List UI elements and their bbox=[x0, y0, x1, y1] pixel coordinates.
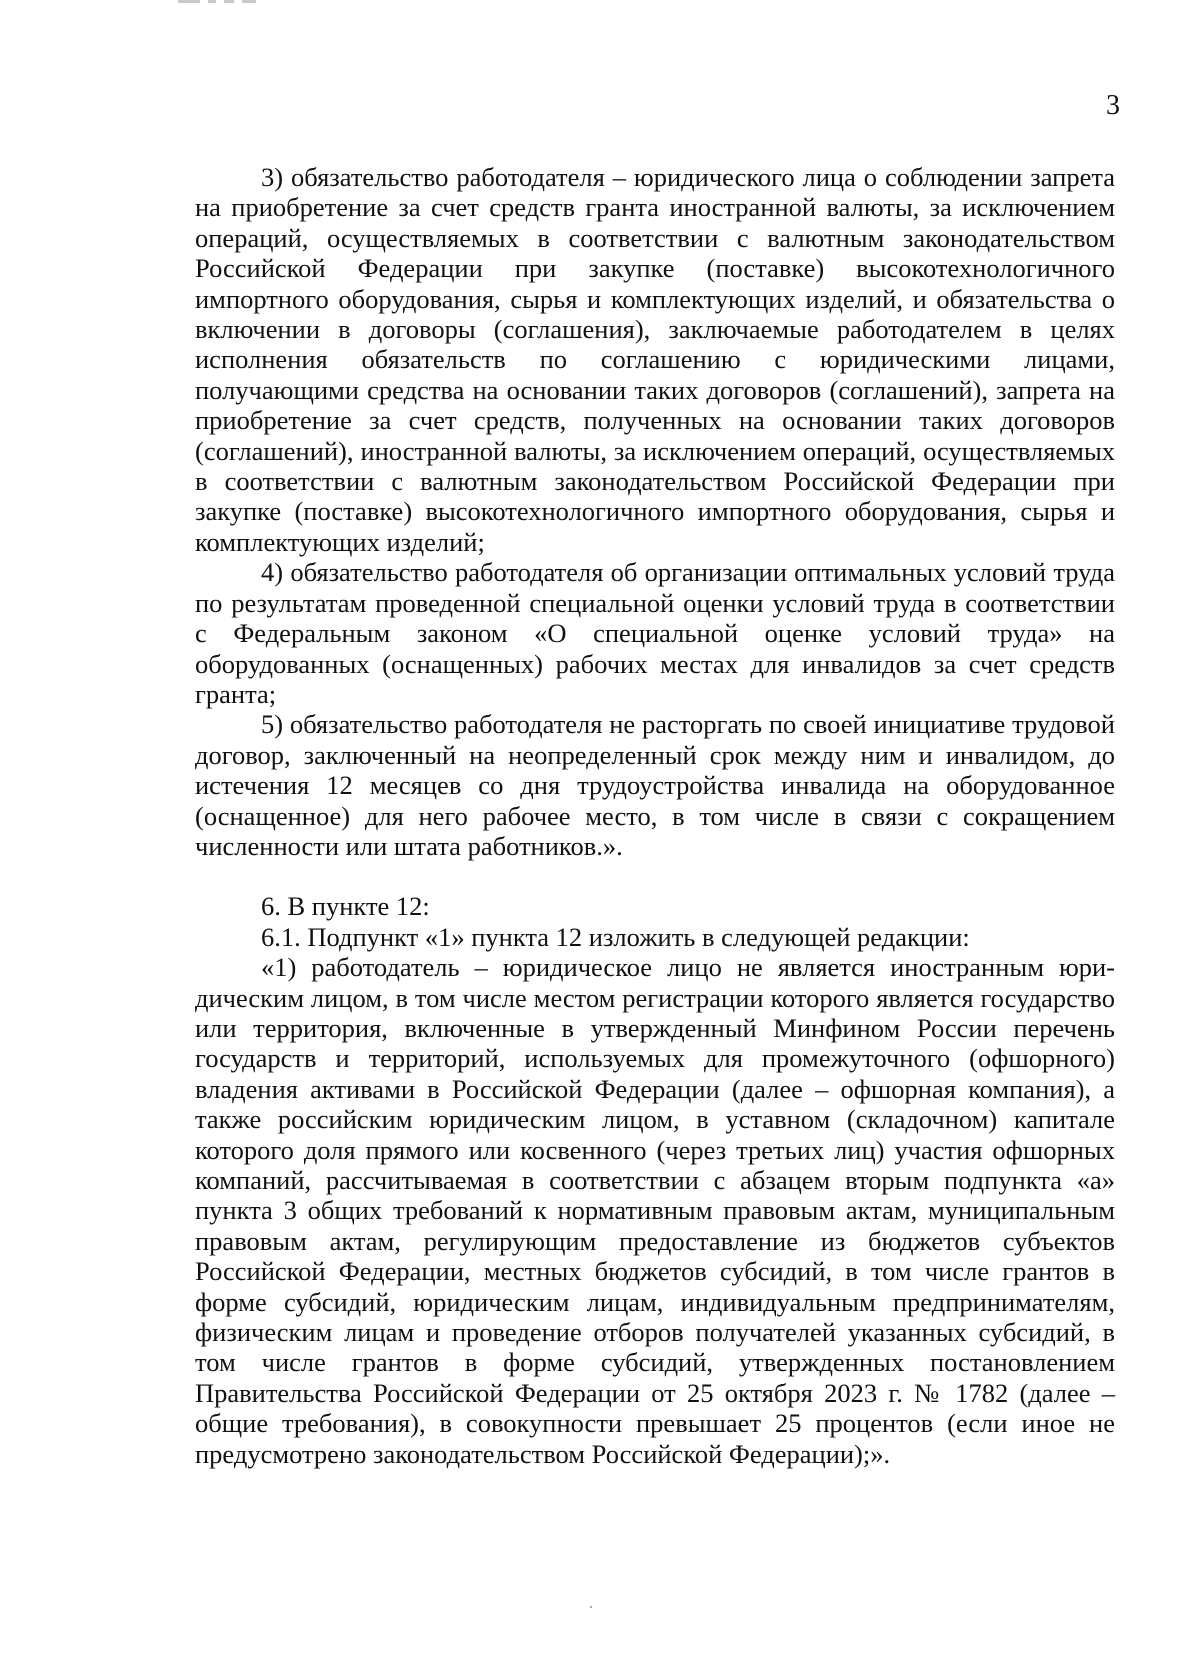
paragraph-section-6-1: 6.1. Подпункт «1» пункта 12 изложить в следующей редакции: bbox=[261, 921, 970, 952]
paragraph-item-4: 4) обязательство работодателя об организации оптимальных условий труда по результатам проведенной специальной оценки условий труда в соответствии с Федеральным законом «О специальной оценке условий труда» на оборудованных (оснащенных) рабочих местах для инвалидов за счет средств гранта; bbox=[195, 557, 1115, 709]
page-number: 3 bbox=[1106, 90, 1120, 121]
paragraph-section-6: 6. В пункте 12: bbox=[261, 891, 430, 922]
document-body bbox=[195, 162, 1115, 1469]
paragraph-item-5: 5) обязательство работодателя не расторгать по своей инициативе трудовой договор, заключенный на неопределенный срок между ним и инвалидом, до истечения 12 месяцев со дня трудоустройства инвалида на оборудованное (оснащенное) для него рабочее место, в том числе в связи с сокращением численности или штата работников.». bbox=[195, 709, 1115, 861]
scan-artifact-dot bbox=[590, 1606, 592, 1608]
scan-artifact bbox=[178, 0, 278, 4]
paragraph-subitem-1: «1) работодатель – юридическое лицо не является иностранным юридическим лицом, в том числе местом регистрации которого является государство или территория, включенные в утвержденный Минфином России перечень государств и территорий, используемых для промежуточного (офшорного) владения активами в Российской Федерации (далее – офшорная компания), а также российским юридическим лицом, в уставном (складочном) капитале которого доля прямого или косвенного (через третьих лиц) участия офшорных компаний, рассчитываемая в соответствии с абзацем вторым подпункта «а» пункта 3 общих требований к нормативным правовым актам, муниципальным правовым актам, регулирующим предоставление из бюджетов субъектов Российской Федерации, местных бюджетов субсидий, в том числе грантов в форме субсидий, юридическим лицам, индивидуальным предпринимателям, физическим лицам и проведение отборов получателей указанных субсидий, в том числе грантов в форме субсидий, утвержденных постановлением Правительства Российской Федерации от 25 октября 2023 г. № 1782 (далее – общие требования), в совокупности превышает 25 процентов (если иное не предусмотрено законодательством Российской Федерации);». bbox=[195, 952, 1115, 1469]
paragraph-item-3: 3) обязательство работодателя – юридического лица о соблюдении запрета на приобретение за счет средств гранта иностранной валюты, за исключением операций, осуществляемых в соответствии с валютным законодательством Российской Федерации при закупке (поставке) высокотехнологичного импортного оборудования, сырья и комплектующих изделий, и обязательства о включении в договоры (соглашения), заключаемые работодателем в целях исполнения обязательств по соглашению с юридическими лицами, получающими средства на основании таких договоров (соглашений), запрета на приобретение за счет средств, полученных на основании таких договоров (соглашений), иностранной валюты, за исключением операций, осуществляемых в соответствии с валютным законодательством Российской Федерации при закупке (поставке) высокотехнологичного импортного оборудования, сырья и комплектующих изделий; bbox=[195, 162, 1115, 557]
